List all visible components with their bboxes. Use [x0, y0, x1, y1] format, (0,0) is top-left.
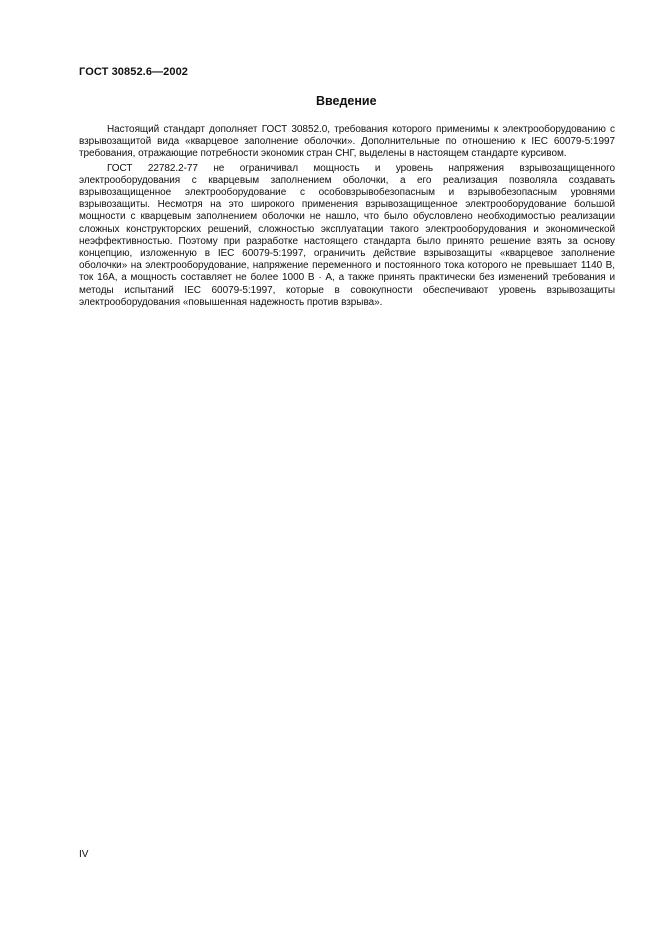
document-number-header: ГОСТ 30852.6—2002: [79, 66, 189, 78]
paragraph-2: ГОСТ 22782.2-77 не ограничивал мощность и уровень напряжения взрывозащищенного электрооборудования с кварцевым заполнением оболочки, а его реализация позволяла создавать взрывозащищенное электрооборудование с особовзрывобезопасным и взрывобезопасным уровнями взрывозащиты. Несмотря на это широкого применения взрывозащищенное электрооборудование большой мощности с кварцевым заполнением оболочки не нашло, что было обусловлено необходимостью реализации сложных конструкторских решений, сложностью эксплуатации такого электрооборудования и экономической неэффективностью. Поэтому при разработке настоящего стандарта было принято решение взять за основу концепцию, изложенную в IEC 60079-5:1997, ограничить действие взрывозащиты «кварцевое заполнение оболочки» на электрооборудование, напряжение переменного и постоянного тока которого не превышает 1140 В, ток 16А, а мощность составляет не более 1000 В · А, а также принять практически без изменений требования и методы испытаний IEC 60079-5:1997, которые в совокупности обеспечивают уровень взрывозащиты электрооборудования «повышенная надежность против взрыва».: [79, 162, 615, 308]
introduction-body: [79, 124, 615, 311]
section-title: Введение: [316, 94, 377, 108]
paragraph-1: Настоящий стандарт дополняет ГОСТ 30852.0, требования которого применимы к электрооборудованию с взрывозащитой вида «кварцевое заполнение оболочки». Дополнительные по отношению к IEC 60079-5:1997 требования, отражающие потребности экономик стран СНГ, выделены в настоящем стандарте курсивом.: [79, 124, 615, 160]
page-number: IV: [79, 849, 89, 860]
